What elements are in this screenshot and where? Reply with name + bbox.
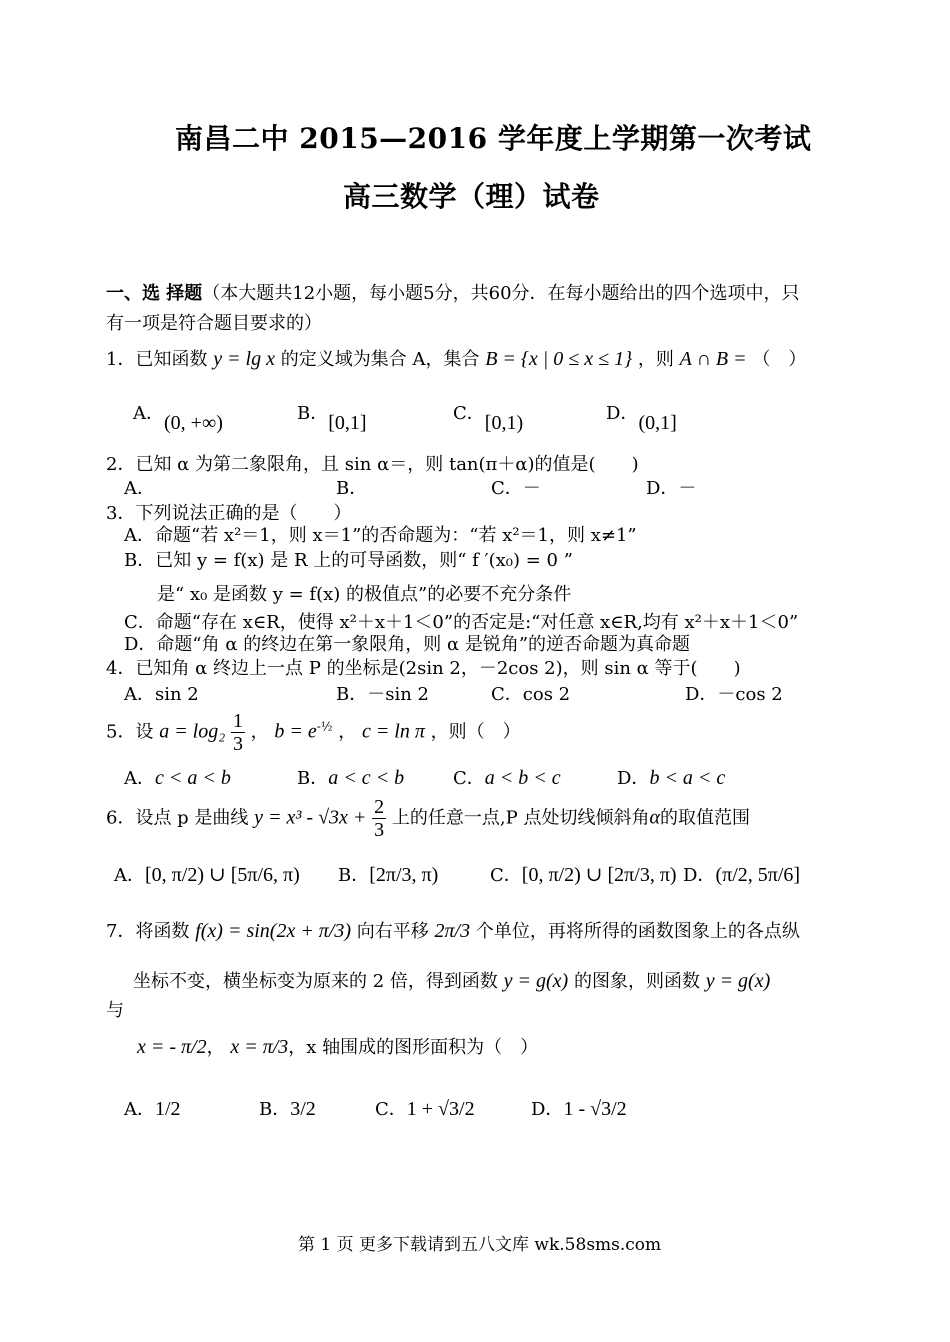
question-1-stem: [106, 348, 806, 371]
q1-paren: （ ）: [752, 349, 807, 370]
q6-option-d: D．(π/2, 5π/6]: [683, 864, 801, 886]
q1-formula-c: A ∩ B =: [679, 348, 747, 370]
q5-option-d: D．b < a < c: [617, 767, 726, 789]
q3-option-d: D．命题“角 α 的终边在第一象限角，则 α 是锐角”的逆否命题为真命题: [124, 634, 691, 655]
q3-option-b-line2: 是“ x₀ 是函数 y = f(x) 的极值点”的必要不充分条件: [157, 584, 572, 605]
question-3-stem: 3．下列说法正确的是（ ）: [106, 503, 352, 524]
q7-option-c: C．1 + √3/2: [375, 1098, 475, 1120]
page-title: 南昌二中 2015—2016 学年度上学期第一次考试: [175, 122, 812, 155]
q7-shift: 2π/3: [434, 920, 471, 942]
q2-option-c: C．－: [491, 478, 541, 499]
q1-text-a: 1．已知函数: [106, 349, 208, 370]
q1-formula-a: y = lg x: [213, 348, 275, 370]
q5-exponent: -½: [316, 719, 333, 734]
q3-option-c: C．命题“存在 x∈R，使得 x²＋x＋1＜0”的否定是:“对任意 x∈R,均有 x²＋x＋1＜0”: [124, 612, 799, 633]
q5-fraction: $\frac{1}{3}$: [232, 710, 243, 755]
q7-option-a: A．1/2: [124, 1098, 181, 1120]
q1-option-d: D．(0,1]: [606, 403, 677, 434]
page-footer: 第 1 页 更多下载请到五八文库 wk.58sms.com: [298, 1235, 662, 1255]
q2-option-a: A．: [124, 478, 155, 499]
question-2-stem: 2．已知 α 为第二象限角，且 sin α＝，则 tan(π＋α)的值是( ): [106, 454, 639, 475]
q6-option-b: B．[2π/3, π): [338, 864, 439, 886]
question-7-stem: 7．将函数 f(x) = sin(2x + π/3) 向右平移 2π/3 个单位，再将所得的函数图象上的各点纵: [106, 920, 800, 942]
section-desc-1: （本大题共12小题，每小题5分，共60分．在每小题给出的四个选项中，只: [202, 283, 800, 304]
q7-line2: 坐标不变，横坐标变为原来的 2 倍，得到函数 y = g(x) 的图象，则函数 y = g(x): [133, 970, 771, 992]
section-desc-2: 有一项是符合题目要求的）: [106, 313, 322, 334]
q6-fraction: $\frac{2}{3}$: [374, 796, 385, 841]
q4-option-d: D．－cos 2: [685, 684, 783, 705]
q6-option-a: A．[0, π/2) ∪ [5π/6, π): [114, 864, 300, 886]
q4-option-b: B．－sin 2: [336, 684, 429, 705]
q1-text-c: ，则: [637, 349, 674, 370]
q6-alpha: α: [649, 806, 660, 829]
q7-line3: 与: [106, 1000, 124, 1021]
q7-option-b: B．3/2: [259, 1098, 316, 1120]
q2-option-d: D．－: [646, 478, 697, 499]
q1-formula-b: B = {x | 0 ≤ x ≤ 1}: [485, 348, 633, 370]
q5-formula-c: c = ln π: [361, 720, 425, 743]
q1-text-b: 的定义域为集合 A，集合: [280, 349, 480, 370]
q1-option-b: B．[0,1]: [297, 403, 367, 434]
section-label: 一、选 择题: [106, 283, 203, 304]
question-4-stem: 4．已知角 α 终边上一点 P 的坐标是(2sin 2，－2cos 2)，则 sin α 等于( ): [106, 658, 741, 679]
page-subtitle: 高三数学（理）试卷: [343, 180, 600, 213]
q6-formula: y = x³ - √3x +: [254, 806, 367, 829]
q4-option-c: C．cos 2: [491, 684, 571, 705]
q7-option-d: D．1 - √3/2: [531, 1098, 627, 1120]
q3-option-b-line1: B．已知 y = f(x) 是 R 上的可导函数，则“ f ′(x₀) = 0 ”: [124, 550, 573, 571]
q1-option-c: C．[0,1): [453, 403, 524, 434]
question-6-stem: 6．设点 p 是曲线 y = x³ - √3x + $\frac{2}{3}$ 上的任意一点,P 点处切线倾斜角α的取值范围: [106, 796, 750, 841]
q5-option-b: B．a < c < b: [297, 767, 405, 789]
q4-option-a: A．sin 2: [124, 684, 199, 705]
q5-option-c: C．a < b < c: [453, 767, 561, 789]
q7-formula-a: f(x) = sin(2x + π/3): [195, 920, 352, 942]
q1-option-a: A．(0, +∞): [133, 403, 223, 434]
q7-line4: x = - π/2， x = π/3，x 轴围成的图形面积为（ ）: [137, 1036, 539, 1058]
q5-formula-b: b = e: [274, 720, 317, 743]
q2-option-b: B．: [336, 478, 368, 499]
section-heading: [106, 283, 800, 305]
q6-option-c: C．[0, π/2) ∪ [2π/3, π): [490, 864, 677, 886]
q3-option-a: A．命题“若 x²＝1，则 x＝1”的否命题为：“若 x²＝1，则 x≠1”: [124, 525, 637, 546]
q5-option-a: A．c < a < b: [124, 767, 231, 789]
question-5-stem: 5．设 a = log₂ $\frac{1}{3}$ ， $b = e^{-\frac{1}{2}}$ ， c = ln π ，则（ ）: [106, 710, 521, 755]
q5-formula-a: a = log₂: [159, 720, 226, 743]
